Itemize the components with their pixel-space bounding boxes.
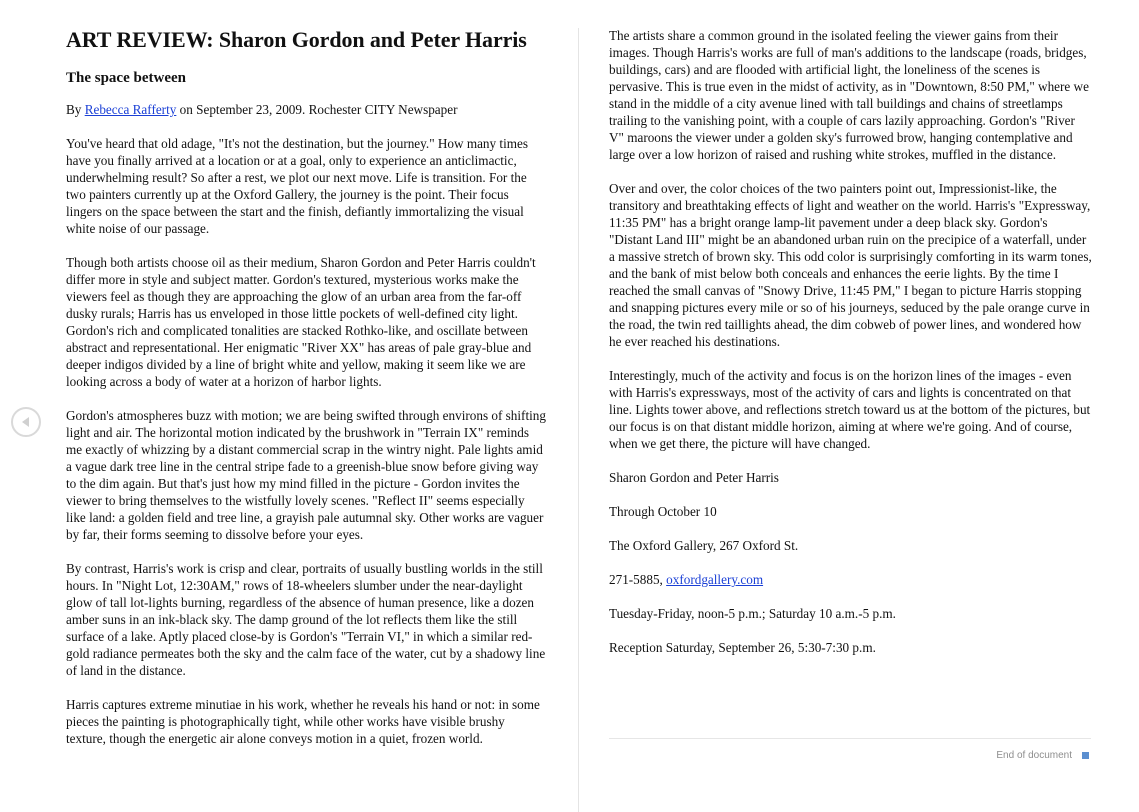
info-hours: Tuesday-Friday, noon-5 p.m.; Saturday 10 a.m.-5 p.m. bbox=[609, 606, 896, 621]
paragraph: Harris captures extreme minutiae in his work, whether he reveals his hand or not: in some pieces the painting is photographically tight, while other works have visible brushy texture, though the energetic air alone conveys motion in a quiet, frozen world. bbox=[66, 697, 540, 746]
right-column bbox=[609, 27, 1092, 812]
end-of-document-label: End of document bbox=[996, 750, 1072, 761]
byline bbox=[66, 101, 546, 118]
info-venue: The Oxford Gallery, 267 Oxford St. bbox=[609, 538, 799, 553]
paragraph: You've heard that old adage, "It's not the destination, but the journey." How many times have you finally arrived at a location or at a goal, only to experience an anticlimactic, underwhelming result? So after a rest, we plot our next move. Life is transition. For the two painters currently up at the Oxford Gallery, the journey is the point. Their focus lingers on the space between the start and the finish, defiantly immortalizing the visual white noise of our passage. bbox=[66, 136, 528, 236]
paragraph: Interestingly, much of the activity and focus is on the horizon lines of the images - even with Harris's expressways, most of the activity of cars and lights is concentrated on that line. Lights tower above, and reflections stretch toward us at the bottom of the pictures, but our focus is on that distant middle horizon, aiming at where we're going. And of course, when we get there, the picture will have changed. bbox=[609, 368, 1091, 451]
info-contact bbox=[609, 571, 1092, 588]
info-artists: Sharon Gordon and Peter Harris bbox=[609, 470, 779, 485]
author-link[interactable]: Rebecca Rafferty bbox=[84, 102, 177, 117]
end-marker-icon bbox=[1082, 752, 1089, 759]
end-divider bbox=[609, 738, 1091, 739]
left-column bbox=[66, 27, 546, 812]
website-link[interactable]: oxfordgallery.com bbox=[666, 572, 764, 587]
phone-number: 271-5885, bbox=[609, 572, 667, 587]
previous-page-button[interactable] bbox=[11, 407, 41, 437]
paragraph: Gordon's atmospheres buzz with motion; we are being swifted through environs of shifting light and air. The horizontal motion indicated by the brushwork in "Terrain IX" reminds me exactly of whizzing by a distant commercial scrap in the wintry night. Pale lights amid a vague dark tree line in the central stripe fade to a greenish-blue snow before giving way to the dim again. But that's just how my mind filled in the picture - Gordon invites the viewer to bring themselves to the wistfully lovely scenes. "Reflect II" seems especially like land: a golden field and tree line, a grayish pale autumnal sky. Other works are vaguer by far, their forms seeming to dissolve before your eyes. bbox=[66, 408, 546, 542]
paragraph: Over and over, the color choices of the two painters point out, Impressionist-like, the transitory and breathtaking effects of light and weather on the world. Harris's "Expressway, 11:35 PM" has a bright orange lamp-lit pavement under a deep black sky. Gordon's "Distant Land III" might be an abandoned urban ruin on the precipice of a waterfall, under a massive stretch of brown sky. This odd color is surprisingly comforting in its warm tones, and the bank of mist below both conceals and enhances the eerie lights. By the time I reached the small canvas of "Snowy Drive, 11:45 PM," I began to picture Harris stopping and snapping pictures every mile or so of his journeys, seduced by the pale orange curve in the road, the twin red taillights ahead, the dim cobweb of power lines, and wondered how he ever reached his destinations. bbox=[609, 181, 1092, 349]
info-dates: Through October 10 bbox=[609, 504, 717, 519]
article-subtitle: The space between bbox=[66, 70, 186, 86]
article-title: ART REVIEW: Sharon Gordon and Peter Harris bbox=[66, 27, 527, 52]
column-divider bbox=[578, 28, 579, 812]
paragraph: By contrast, Harris's work is crisp and clear, portraits of usually bustling worlds in the still hours. In "Night Lot, 12:30AM," rows of 18-wheelers slumber under the near-daylight glow of tall lot-lights burning, regardless of the absence of human presence, like a dozen amber suns in an ink-black sky. The damp ground of the lot reflects them like the still surface of a lake. Aptly placed close-by is Gordon's "Terrain VI," in which a similar red-gold radiance permeates both the sky and the calm face of the water, cut by a shadowy line of land in the distance. bbox=[66, 561, 546, 678]
byline-prefix: By bbox=[66, 102, 85, 117]
paragraph: The artists share a common ground in the isolated feeling the viewer gains from their images. Though Harris's works are full of man's additions to the landscape (roads, bridges, buildings, cars) and are flooded with artificial light, the loneliness of the scenes is pervasive. This is true even in the midst of activity, as in "Downtown, 8:50 PM," where we stand in the middle of a city avenue lined with tall buildings and chains of streetlamps trailing to the vanishing point, with a couple of cars lazily approaching. Gordon's "River V" maroons the viewer under a golden sky's furrowed brow, hanging contemplative and large over a low horizon of raised and rushing white strokes, muffled in the distance. bbox=[609, 28, 1089, 162]
end-of-document bbox=[996, 750, 1089, 761]
info-reception: Reception Saturday, September 26, 5:30-7:30 p.m. bbox=[609, 640, 876, 655]
triangle-left-icon bbox=[19, 415, 33, 429]
paragraph: Though both artists choose oil as their medium, Sharon Gordon and Peter Harris couldn't differ more in style and subject matter. Gordon's textured, mysterious works make the viewers feel as though they are approaching the glow of an urban area from the far-off dusky rurals; Harris has us enveloped in those little pockets of well-defined city light. Gordon's rich and complicated tonalities are stacked Rothko-like, and oscillate between abstract and representational. Her enigmatic "River XX" has areas of pale gray-blue and deeper indigos divided by a line of bright white and yellow, making it seem like we are looking across a body of water at a horizon of harbor lights. bbox=[66, 255, 536, 389]
byline-suffix: on September 23, 2009. Rochester CITY Newspaper bbox=[176, 102, 458, 117]
